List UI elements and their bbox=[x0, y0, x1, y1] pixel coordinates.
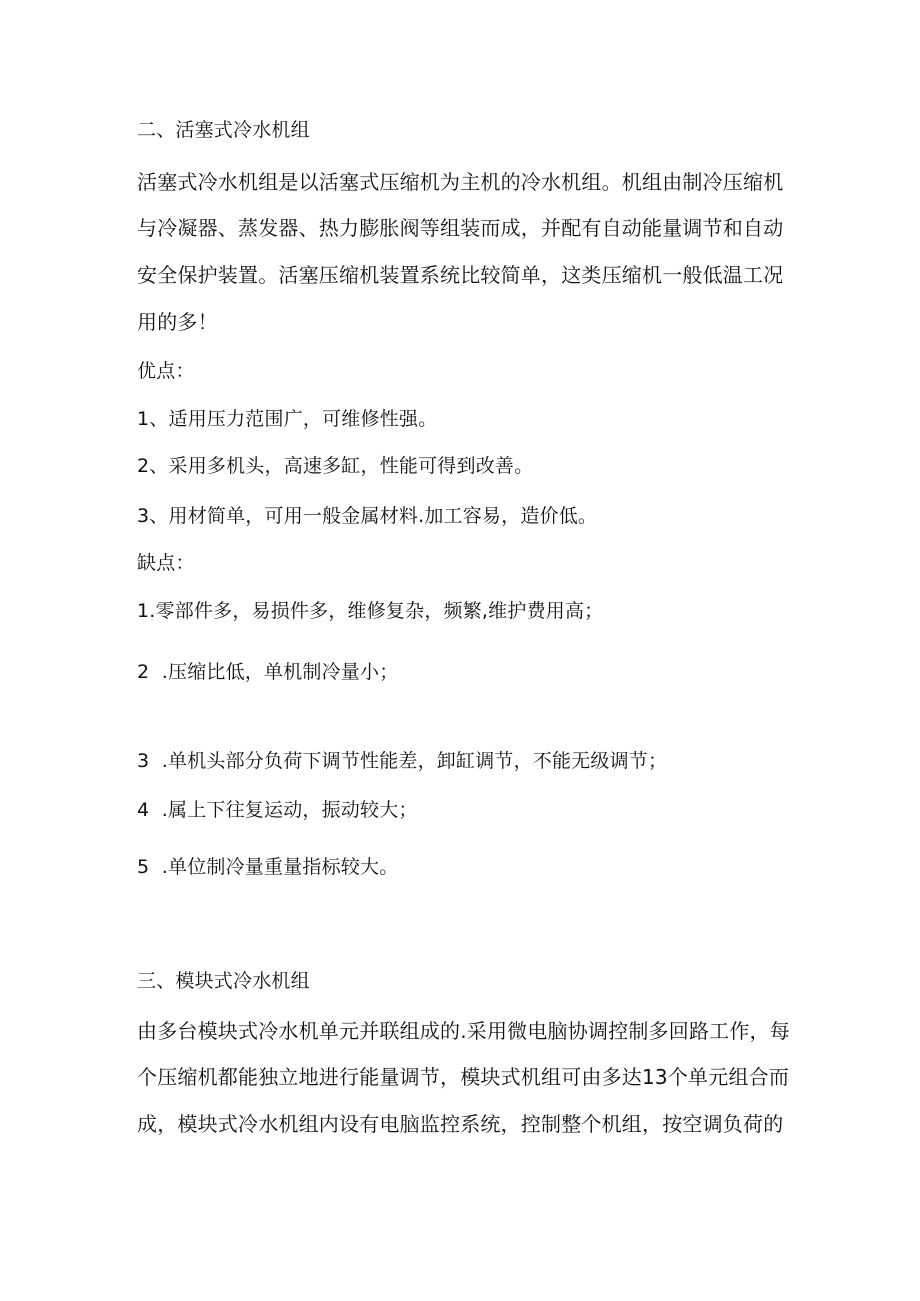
section-3-paragraph-line: 个压缩机都能独立地进行能量调节，模块式机组可由多达13个单元组合而 bbox=[137, 1065, 790, 1089]
disadvantage-item: 3 .单机头部分负荷下调节性能差，卸缸调节，不能无级调节； bbox=[137, 750, 668, 772]
section-3-heading: 三、模块式冷水机组 bbox=[137, 970, 310, 992]
advantage-item: 1、适用压力范围广，可维修性强。 bbox=[137, 408, 438, 430]
disadvantage-item: 2 .压缩比低，单机制冷量小； bbox=[137, 661, 399, 683]
section-2-paragraph-line: 用的多！ bbox=[137, 310, 218, 334]
section-3-paragraph-line: 由多台模块式冷水机单元并联组成的.采用微电脑协调控制多回路工作，每 bbox=[137, 1019, 790, 1043]
advantages-label: 优点： bbox=[137, 360, 195, 382]
disadvantage-item: 1.零部件多，易损件多，维修复杂，频繁,维护费用高； bbox=[137, 600, 604, 622]
disadvantages-label: 缺点： bbox=[137, 552, 195, 574]
advantage-item: 3、用材简单，可用一般金属材料.加工容易，造价低。 bbox=[137, 505, 598, 527]
disadvantage-item: 5 .单位制冷量重量指标较大。 bbox=[137, 856, 399, 878]
section-2-paragraph-line: 与冷凝器、蒸发器、热力膨胀阀等组装而成，并配有自动能量调节和自动 bbox=[137, 216, 784, 240]
advantage-item: 2、采用多机头，高速多缸，性能可得到改善。 bbox=[137, 455, 534, 477]
disadvantage-item: 4 .属上下往复运动，振动较大； bbox=[137, 799, 418, 821]
section-3-paragraph-line: 成，模块式冷水机组内设有电脑监控系统，控制整个机组，按空调负荷的 bbox=[137, 1112, 784, 1136]
section-2-paragraph-line: 安全保护装置。活塞压缩机装置系统比较简单，这类压缩机一般低温工况 bbox=[137, 263, 784, 287]
section-2-heading: 二、活塞式冷水机组 bbox=[137, 119, 310, 141]
section-2-paragraph-line: 活塞式冷水机组是以活塞式压缩机为主机的冷水机组。机组由制冷压缩机 bbox=[137, 170, 784, 194]
